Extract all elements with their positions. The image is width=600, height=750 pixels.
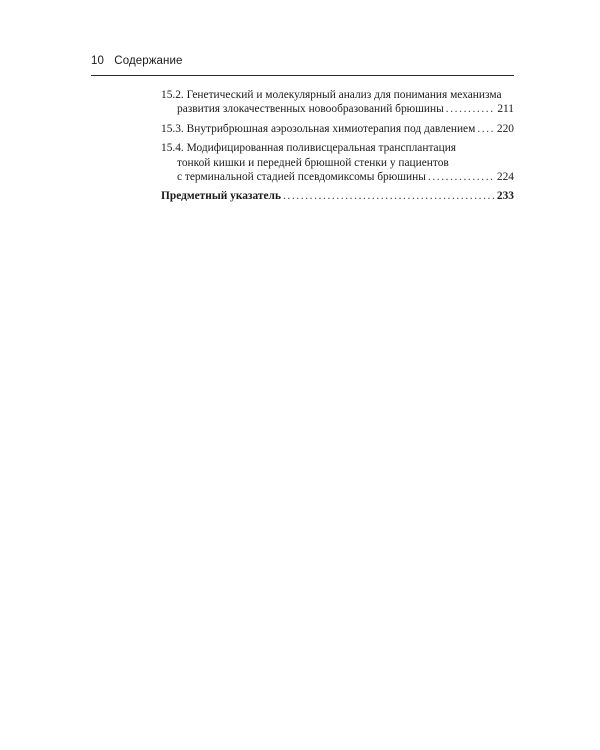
- toc-entry-15-3[interactable]: [161, 122, 514, 136]
- toc-entry-last-line: [161, 189, 514, 203]
- toc-entry-page: 233: [496, 190, 514, 203]
- toc-entry-subject-index[interactable]: [161, 189, 514, 203]
- toc-entry-title-line: развития злокачественных новообразований брюшины: [177, 103, 444, 116]
- toc-entry-line: [161, 141, 514, 155]
- toc-entry-number: 15.3.: [161, 122, 184, 135]
- toc-entry-last-line: [161, 102, 514, 116]
- running-head: [91, 55, 183, 67]
- toc-entry-title-line: с терминальной стадией псевдомиксомы брюшины: [177, 171, 426, 184]
- toc-entry-page: 220: [496, 122, 514, 135]
- toc-entry-line: [161, 88, 514, 102]
- table-of-contents: [161, 88, 514, 209]
- toc-entry-page: 224: [496, 171, 514, 184]
- toc-entry-title-line: [161, 122, 475, 136]
- toc-entry-title-line: Генетический и молекулярный анализ для понимания механизма: [186, 89, 502, 101]
- page-number: 10: [91, 55, 104, 67]
- dot-leader: [283, 189, 495, 203]
- toc-entry-title-line: тонкой кишки и передней брюшной стенки у пациентов: [177, 156, 449, 169]
- toc-entry-15-2[interactable]: [161, 88, 514, 117]
- running-head-title: Содержание: [114, 55, 183, 67]
- toc-entry-15-4[interactable]: [161, 141, 514, 184]
- dot-leader: [428, 170, 495, 184]
- toc-entry-title: Внутрибрюшная аэрозольная химиотерапия под давлением: [186, 122, 476, 135]
- toc-entry-page: 211: [497, 103, 514, 116]
- toc-entry-title-line: Модифицированная поливисцеральная трансплантация: [186, 142, 457, 155]
- dot-leader: [446, 102, 496, 116]
- toc-entry-number: 15.4.: [161, 142, 184, 155]
- toc-entry-last-line: [161, 122, 514, 136]
- dot-leader: [477, 122, 495, 136]
- toc-entry-last-line: [161, 170, 514, 184]
- header-rule: [91, 75, 514, 76]
- toc-entry-number: 15.2.: [161, 89, 184, 101]
- toc-entry-title: Предметный указатель: [161, 190, 281, 203]
